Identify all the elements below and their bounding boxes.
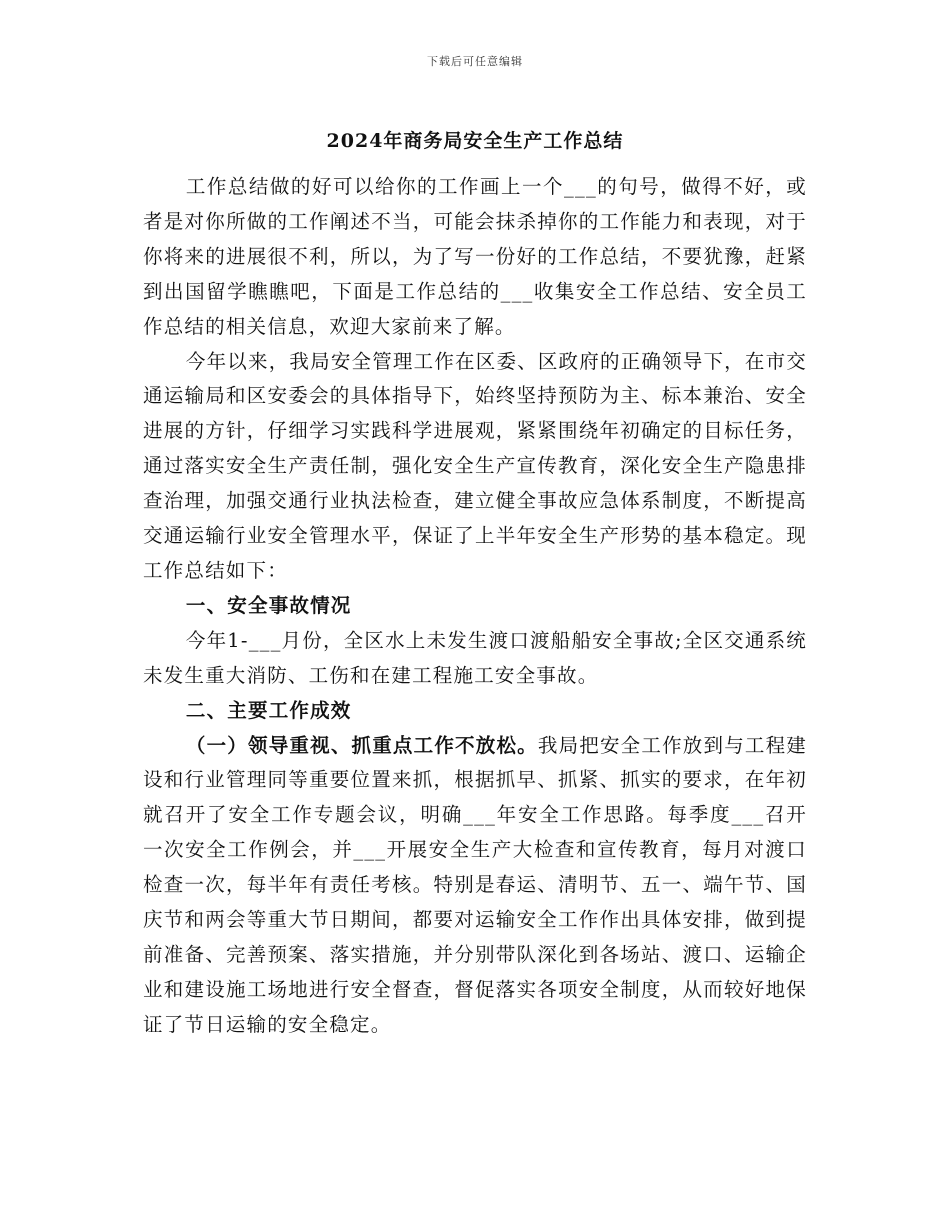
subsection-leadership-paragraph [143, 729, 807, 1043]
section-heading-accidents: 一、安全事故情况 [185, 593, 352, 617]
section-heading-achievements: 二、主要工作成效 [185, 698, 352, 722]
section-accidents-paragraph: 今年1-___月份，全区水上未发生渡口渡船船安全事故;全区交通系统未发生重大消防、工伤和在建工程施工安全事故。 [143, 628, 807, 687]
subsection-leadership-lead: （一）领导重视、抓重点工作不放松。 [185, 733, 538, 757]
header-note: 下载后可任意编辑 [427, 55, 523, 68]
document-body [143, 170, 807, 1043]
subsection-leadership-text: 我局把安全工作放到与工程建设和行业管理同等重要位置来抓，根据抓早、抓紧、抓实的要求，在年初就召开了安全工作专题会议，明确___年安全工作思路。每季度___召开一次安全工作例会，并___开展安全生产大检查和宣传教育，每月对渡口检查一次，每半年有责任考核。特别是春运、清明节、五一、端午节、国庆节和两会等重大节日期间，都要对运输安全工作作出具体安排，做到提前准备、完善预案、落实措施，并分别带队深化到各场站、渡口、运输企业和建设施工场地进行安全督查，督促落实各项安全制度，从而较好地保证了节日运输的安全稳定。 [143, 733, 807, 1036]
document-title: 2024年商务局安全生产工作总结 [326, 130, 624, 152]
overview-paragraph: 今年以来，我局安全管理工作在区委、区政府的正确领导下，在市交通运输局和区安委会的具体指导下，始终坚持预防为主、标本兼治、安全进展的方针，仔细学习实践科学进展观，紧紧围绕年初确定的目标任务，通过落实安全生产责任制，强化安全生产宣传教育，深化安全生产隐患排查治理，加强交通行业执法检查，建立健全事故应急体系制度，不断提高交通运输行业安全管理水平，保证了上半年安全生产形势的基本稳定。现工作总结如下： [143, 349, 807, 582]
intro-paragraph: 工作总结做的好可以给你的工作画上一个___的句号，做得不好，或者是对你所做的工作阐述不当，可能会抹杀掉你的工作能力和表现，对于你将来的进展很不利，所以，为了写一份好的工作总结，不要犹豫，赶紧到出国留学瞧瞧吧，下面是工作总结的___收集安全工作总结、安全员工作总结的相关信息，欢迎大家前来了解。 [143, 175, 807, 338]
